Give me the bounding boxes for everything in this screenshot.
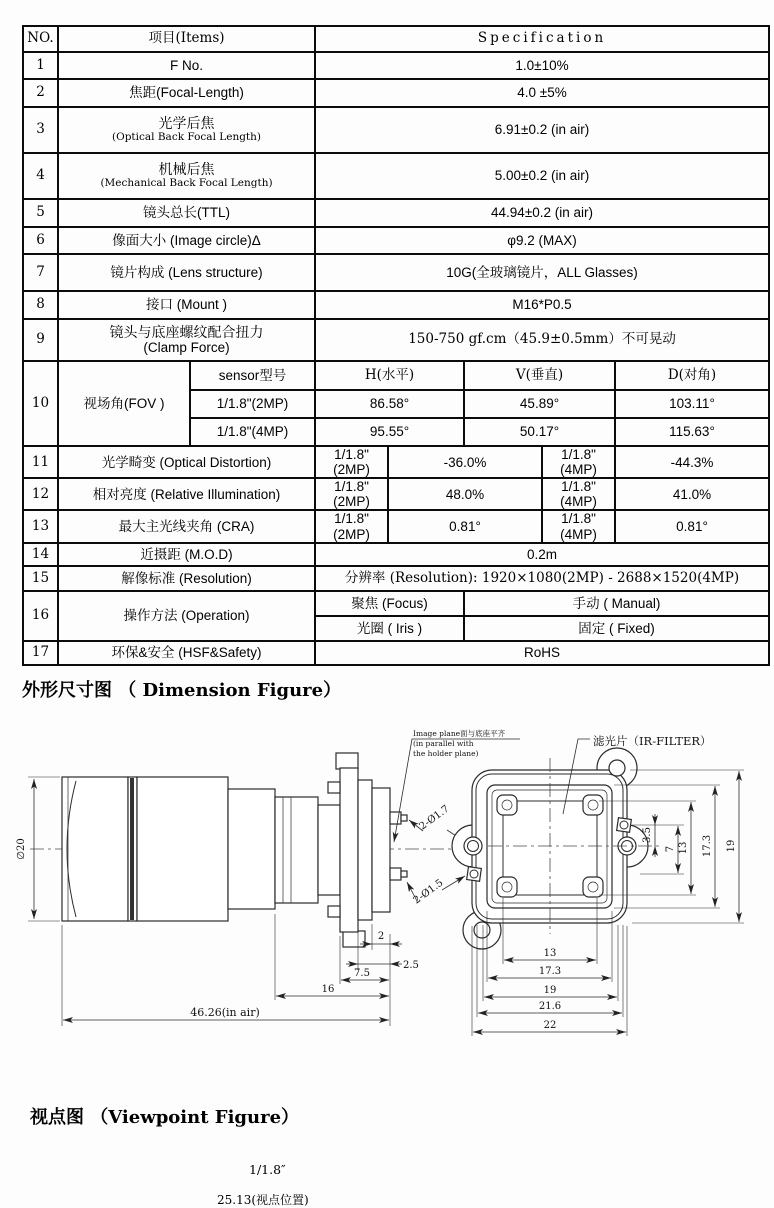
value-4mp: 0.81° [615,510,769,542]
holes-annotation-1-5 [407,876,465,906]
dim-v-7: 7 [665,845,676,853]
table-row [23,107,769,153]
row-no: 11 [23,446,58,478]
row-item [58,107,315,153]
dim-v-17-3: 17.3 [702,834,713,858]
row-no: 16 [23,591,58,641]
image-plane-note-line3: the holder plane) [413,749,479,758]
dim-2-5: 2.5 [403,960,419,971]
row-item: 光学畸变 (Optical Distortion) [58,446,315,478]
row-item [58,319,315,361]
viewpoint-position-label: 25.13(视点位置) [217,1193,309,1207]
item-sublabel: (Optical Back Focal Length) [112,130,262,143]
table-row [23,319,769,361]
row-spec: M16*P0.5 [315,291,769,319]
row-spec: 4.0 ±5% [315,79,769,107]
fov-col-d: D(对角) [615,361,769,390]
iris-value: 固定 ( Fixed) [464,616,769,641]
row-item: 镜头总长(TTL) [58,199,315,227]
row-spec: 10G(全玻璃镜片，ALL Glasses) [315,254,769,291]
dim-h-19: 19 [543,985,557,996]
dim-v-3-5: 3.5 [642,827,653,843]
row-item: F No. [58,52,315,79]
table-row [23,566,769,591]
dim-16: 16 [321,984,335,995]
table-row [23,227,769,254]
fov-col-h: H(水平) [315,361,464,390]
dim-h-17-3: 17.3 [538,966,562,977]
holes-label-1-5: 2-Ø1.5 [411,877,446,907]
iris-label: 光圈 ( Iris ) [315,616,464,641]
item-sublabel: (Clamp Force) [143,340,230,356]
row-item: 焦距(Focal-Length) [58,79,315,107]
value-2mp: 0.81° [388,510,542,542]
row-spec: 0.2m [315,543,769,566]
row-item: 近摄距 (M.O.D) [58,543,315,566]
lens-spec-table [22,25,770,666]
sensor-label-2mp: 1/1.8"(2MP) [315,446,388,478]
table-header-row [23,26,769,52]
table-row [23,52,769,79]
sensor-label-2mp: 1/1.8"(2MP) [315,478,388,510]
row-spec: 分辨率 (Resolution): 1920×1080(2MP) - 2688×1520(4MP) [315,566,769,591]
item-label: 光学后焦 [158,115,215,132]
row-no: 12 [23,478,58,510]
dim-h-13: 13 [543,948,557,959]
row-no: 3 [23,107,58,153]
table-row [23,254,769,291]
lens-front-view [452,748,660,949]
holes-label-1-7: 2-Ø1.7 [417,803,452,833]
lens-side-view [30,753,468,947]
table-row [23,79,769,107]
dim-h-21-6: 21.6 [538,1001,562,1012]
table-row [23,199,769,227]
row-item: 接口 (Mount ) [58,291,315,319]
sensor-label-4mp: 1/1.8"(4MP) [542,446,615,478]
item-label: 镜头与底座螺纹配合扭力 [109,323,264,340]
fov-h-4mp: 95.55° [315,418,464,446]
row-spec: RoHS [315,641,769,665]
dim-v-19: 19 [726,839,737,853]
header-no: NO. [23,26,58,52]
value-2mp: 48.0% [388,478,542,510]
fov-sensor-4mp: 1/1.8"(4MP) [190,418,315,446]
row-item [58,153,315,199]
dimension-figure-title: 外形尺寸图 （ Dimension Figure） [22,680,342,701]
sensor-label-4mp: 1/1.8"(4MP) [542,478,615,510]
row-spec: 150-750 gf.cm（45.9±0.5mm）不可晃动 [315,319,769,361]
fov-d-2mp: 103.11° [615,390,769,418]
row-no: 9 [23,319,58,361]
table-row [23,446,769,478]
row-no: 2 [23,79,58,107]
focus-value: 手动 ( Manual) [464,591,769,616]
table-row [23,291,769,319]
fov-d-4mp: 115.63° [615,418,769,446]
table-row [23,641,769,665]
row-item: 相对亮度 (Relative Illumination) [58,478,315,510]
fov-col-v: V(垂直) [464,361,615,390]
row-item: 解像标准 (Resolution) [58,566,315,591]
ir-filter-label: 滤光片（IR-FILTER） [593,734,712,748]
header-items: 项目(Items) [58,26,315,52]
row-no: 7 [23,254,58,291]
fov-col-sensor: sensor型号 [190,361,315,390]
row-item: 像面大小 (Image circle)Δ [58,227,315,254]
item-sublabel: (Mechanical Back Focal Length) [100,176,273,189]
row-item: 操作方法 (Operation) [58,591,315,641]
row-no: 8 [23,291,58,319]
viewpoint-sensor-label: 1/1.8″ [249,1162,286,1177]
row-item: 镜片构成 (Lens structure) [58,254,315,291]
sensor-label-4mp: 1/1.8"(4MP) [542,510,615,542]
image-plane-note-line1: Image plane面与底座平齐 [413,729,506,738]
sensor-label-2mp: 1/1.8"(2MP) [315,510,388,542]
value-4mp: 41.0% [615,478,769,510]
table-row [23,153,769,199]
row-no: 17 [23,641,58,665]
row-no: 15 [23,566,58,591]
row-spec: 44.94±0.2 (in air) [315,199,769,227]
header-spec: Specification [315,26,769,52]
row-no: 14 [23,543,58,566]
dim-diameter-20: ∅20 [16,838,27,860]
fov-sensor-2mp: 1/1.8"(2MP) [190,390,315,418]
row-no: 4 [23,153,58,199]
row-item: 环保&安全 (HSF&Safety) [58,641,315,665]
viewpoint-figure-title: 视点图 （Viewpoint Figure） [30,1107,300,1128]
image-plane-note-line2: (in parallel with [413,739,474,748]
row-no: 6 [23,227,58,254]
value-2mp: -36.0% [388,446,542,478]
dim-h-22: 22 [543,1020,557,1031]
dimension-figure-drawing [0,718,774,1063]
table-row [23,543,769,566]
focus-label: 聚焦 (Focus) [315,591,464,616]
fov-v-4mp: 50.17° [464,418,615,446]
row-spec: 5.00±0.2 (in air) [315,153,769,199]
item-label: 机械后焦 [158,161,215,178]
row-spec: 6.91±0.2 (in air) [315,107,769,153]
row-no: 1 [23,52,58,79]
row-spec: 1.0±10% [315,52,769,79]
row-spec: φ9.2 (MAX) [315,227,769,254]
row-no: 13 [23,510,58,542]
row-item: 最大主光线夹角 (CRA) [58,510,315,542]
fov-h-2mp: 86.58° [315,390,464,418]
table-row [23,478,769,510]
dim-7-5: 7.5 [354,968,370,979]
row-item: 视场角(FOV ) [58,361,190,446]
row-no: 10 [23,361,58,446]
fov-v-2mp: 45.89° [464,390,615,418]
table-row-operation-focus [23,591,769,616]
dim-2: 2 [377,931,385,942]
table-row [23,510,769,542]
dim-total-length: 46.26(in air) [190,1006,260,1019]
table-row-fov-header [23,361,769,390]
dim-v-13: 13 [678,841,689,855]
value-4mp: -44.3% [615,446,769,478]
row-no: 5 [23,199,58,227]
